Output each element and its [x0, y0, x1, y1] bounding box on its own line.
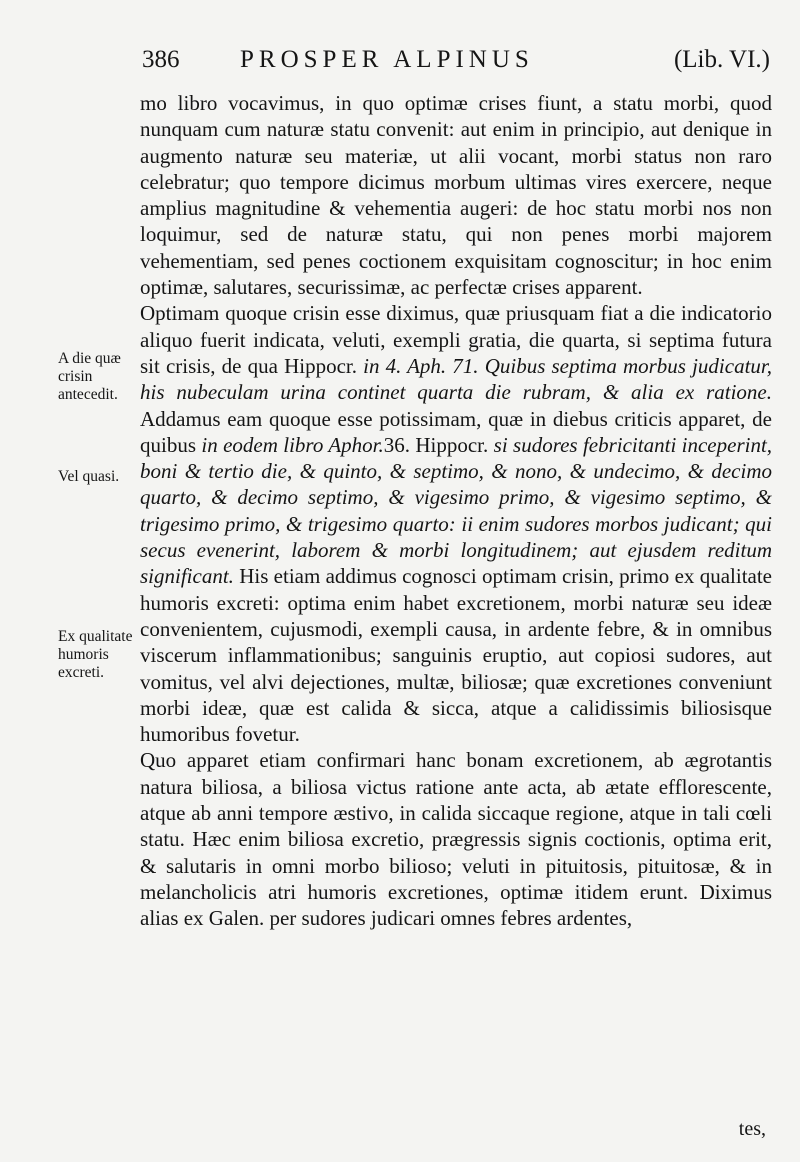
text-segment: His etiam addimus cognosci optimam crisin, primo ex qualitate humoris excreti: optima enim habet excretionem, morbi naturæ seu ideæ convenientem, cujusmodi, exempli causa, in ardente febre, & in omnibus viscerum inflammationibus; sanguinis eruptio, aut copiosi sudores, aut vomitus, vel alvi dejectiones, multæ, biliosæ; quæ excretiones conveniunt morbi ideæ, quæ est calida & sicca, atque a calidissimis biliosisque humoribus fovetur. [140, 564, 772, 747]
aphorism-reference: in eodem libro Aphor. [201, 432, 384, 457]
paragraph-status-morbi: mo libro vocavimus, in quo optimæ crises fiunt, a statu morbi, quod nunquam cum naturæ statu convenit: aut enim in principio, aut denique in augmento naturæ seu materiæ, ut alii vocant, morbi status non raro celebratur; quo tempore dicimus morbum ultimas vires exercere, neque amplius magnitudine & vehementia augeri: de hoc statu morbi nos non loquimur, sed de naturæ statu, qui non penes morbi majorem vehementiam, sed penes coctionem exquisitam cognoscitur; in hoc enim optimæ, salutares, securissimæ, ac perfectæ crises apparent. [140, 91, 772, 300]
page-header [142, 42, 782, 82]
text-segment: 36. Hippocr. [383, 432, 489, 457]
text-segment: Addamus eam quoque esse potissimam, quæ in diebus criticis apparet, de quibus [140, 406, 772, 457]
margin-note-die-antecedit: A die quæ crisin antecedit. [58, 350, 121, 403]
running-title: PROSPER ALPINUS [240, 46, 534, 73]
margin-note-vel-quasi: Vel quasi. [58, 468, 120, 485]
book-section-ref: (Lib. VI.) [673, 46, 770, 73]
hippocrates-quote: si sudores febricitanti inceperint, boni & tertio die, & quinto, & septimo, & nono, & undecimo, & decimo quarto, & decimo septimo, & vigesimo primo, & vigesimo septimo, & trigesimo primo, & trigesimo quarto: ii enim sudores morbos judicant; qui secus evenerint, laborem & morbi longitudinem; aut ejusdem reditum significant. [140, 432, 773, 589]
margin-note-qualitate-humoris: Ex qualitate humoris excreti. [58, 628, 133, 681]
paragraph-biliosa-excretio: Quo apparet etiam confirmari hanc bonam excretionem, ab ægrotantis natura biliosa, a biliosa victus ratione ante acta, ab ætate efflorescente, atque ab anni tempore æstivo, in calida siccaque regione, atque in tali cœli statu. Hæc enim biliosa excretio, prægressis signis coctionis, optima erit, & salutaris in omni morbo bilioso; veluti in pituitosis, pituitosæ, & in melancholicis atri humoris excretiones, optimæ itidem erunt. Diximus alias ex Galen. per sudores judicari omnes febres ardentes, [140, 748, 772, 931]
aphorism-reference: in 4. Aph. 71. [363, 353, 479, 378]
paragraph-optimam-crisin [140, 300, 772, 747]
main-text [140, 90, 772, 932]
hippocrates-quote: Quibus septima morbus judicatur, his nubeculam urina continet quarta die rubram, & alia ex ratione. [140, 353, 773, 405]
catchword: tes, [738, 1118, 766, 1140]
page-number: 386 [142, 46, 180, 73]
text-segment: Optimam quoque crisin esse diximus, quæ priusquam fiat a die indicatorio aliquo fuerit indicata, veluti, exempli gratia, die quarta, si septima futura sit crisis, de qua Hippocr. [140, 301, 772, 378]
